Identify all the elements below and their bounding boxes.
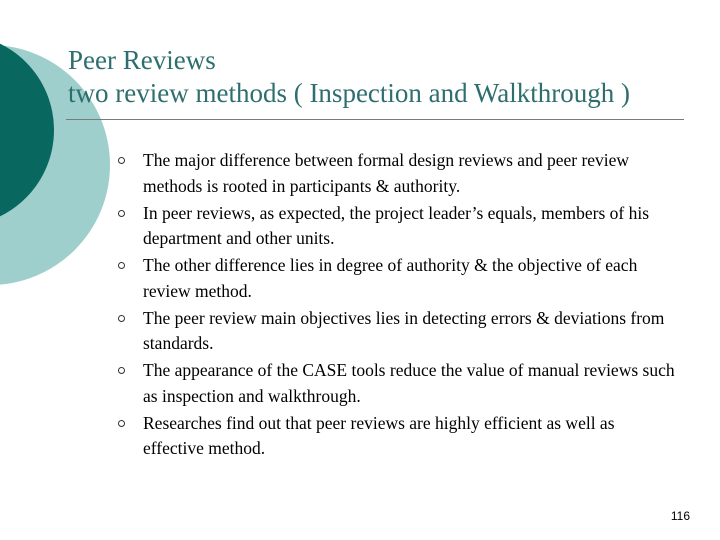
circle-bullet-icon <box>118 157 125 164</box>
bullet-item <box>118 253 678 304</box>
bullet-item <box>118 201 678 252</box>
title-divider <box>66 119 684 120</box>
circle-bullet-icon <box>118 262 125 269</box>
bullet-text: The peer review main objectives lies in detecting errors & deviations from standards. <box>143 307 665 353</box>
bullet-text: Researches find out that peer reviews are highly efficient as well as effective method. <box>143 412 615 458</box>
bullet-text: The other difference lies in degree of authority & the objective of each review method. <box>143 255 638 301</box>
bullet-text: In peer reviews, as expected, the project leader’s equals, members of his department and other units. <box>143 202 650 248</box>
bullet-item <box>118 306 678 357</box>
bullet-text: The major difference between formal design reviews and peer review methods is rooted in participants & authority. <box>143 150 630 196</box>
bullet-item <box>118 358 678 409</box>
circle-bullet-icon <box>118 367 125 374</box>
circle-bullet-icon <box>118 210 125 217</box>
bullet-item <box>118 411 678 462</box>
bullet-item <box>118 148 678 199</box>
bullet-text: The appearance of the CASE tools reduce the value of manual reviews such as inspection and walkthrough. <box>143 360 675 406</box>
circle-bullet-icon <box>118 420 125 427</box>
slide-title <box>68 44 688 110</box>
title-line-1: Peer Reviews <box>68 45 216 75</box>
title-line-2: two review methods ( Inspection and Walkthrough ) <box>68 78 630 108</box>
page-number: 116 <box>670 509 690 523</box>
bullet-list <box>118 148 678 463</box>
circle-bullet-icon <box>118 315 125 322</box>
